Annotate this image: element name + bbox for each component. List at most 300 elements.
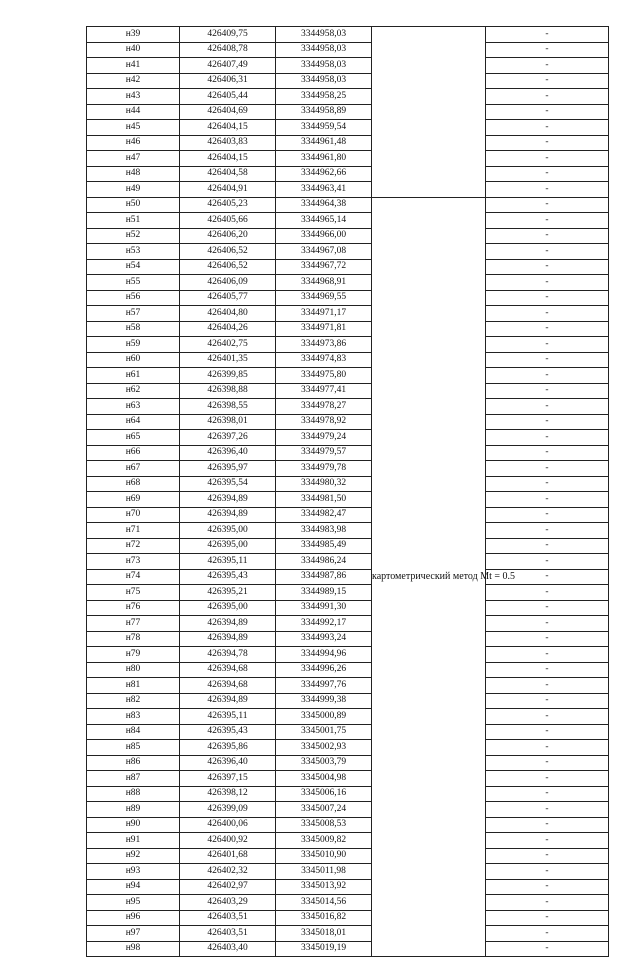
table-row [87, 817, 609, 833]
accuracy-dash-cell: - [486, 213, 609, 229]
x-coordinate-cell: 426395,43 [180, 724, 276, 740]
x-coordinate-cell: 426398,88 [180, 383, 276, 399]
y-coordinate-cell: 3345003,79 [276, 755, 372, 771]
coordinates-table [86, 26, 609, 957]
x-coordinate-cell: 426406,52 [180, 259, 276, 275]
table-row [87, 771, 609, 787]
x-coordinate-cell: 426394,89 [180, 616, 276, 632]
point-number-cell: н87 [87, 771, 180, 787]
table-row [87, 724, 609, 740]
x-coordinate-cell: 426406,31 [180, 73, 276, 89]
point-number-cell: н96 [87, 910, 180, 926]
table-row [87, 507, 609, 523]
accuracy-dash-cell: - [486, 678, 609, 694]
accuracy-dash-cell: - [486, 926, 609, 942]
accuracy-dash-cell: - [486, 259, 609, 275]
point-number-cell: н42 [87, 73, 180, 89]
accuracy-dash-cell: - [486, 368, 609, 384]
accuracy-dash-cell: - [486, 73, 609, 89]
x-coordinate-cell: 426400,06 [180, 817, 276, 833]
point-number-cell: н60 [87, 352, 180, 368]
x-coordinate-cell: 426402,75 [180, 337, 276, 353]
table-row [87, 523, 609, 539]
y-coordinate-cell: 3344991,30 [276, 600, 372, 616]
y-coordinate-cell: 3344989,15 [276, 585, 372, 601]
accuracy-dash-cell: - [486, 166, 609, 182]
x-coordinate-cell: 426404,15 [180, 151, 276, 167]
point-number-cell: н48 [87, 166, 180, 182]
point-number-cell: н81 [87, 678, 180, 694]
x-coordinate-cell: 426395,21 [180, 585, 276, 601]
y-coordinate-cell: 3344967,72 [276, 259, 372, 275]
accuracy-dash-cell: - [486, 120, 609, 136]
x-coordinate-cell: 426406,52 [180, 244, 276, 260]
y-coordinate-cell: 3344958,03 [276, 73, 372, 89]
x-coordinate-cell: 426402,97 [180, 879, 276, 895]
point-number-cell: н88 [87, 786, 180, 802]
point-number-cell: н41 [87, 58, 180, 74]
table-row [87, 337, 609, 353]
x-coordinate-cell: 426394,68 [180, 662, 276, 678]
y-coordinate-cell: 3345009,82 [276, 833, 372, 849]
point-number-cell: н82 [87, 693, 180, 709]
x-coordinate-cell: 426405,66 [180, 213, 276, 229]
accuracy-dash-cell: - [486, 709, 609, 725]
table-row [87, 864, 609, 880]
x-coordinate-cell: 426396,40 [180, 445, 276, 461]
point-number-cell: н86 [87, 755, 180, 771]
x-coordinate-cell: 426401,35 [180, 352, 276, 368]
point-number-cell: н49 [87, 182, 180, 198]
y-coordinate-cell: 3345002,93 [276, 740, 372, 756]
method-label: картометрический метод Mt = 0.5 [372, 571, 516, 582]
y-coordinate-cell: 3344974,83 [276, 352, 372, 368]
x-coordinate-cell: 426403,83 [180, 135, 276, 151]
accuracy-dash-cell: - [486, 244, 609, 260]
coordinates-sheet [86, 26, 608, 953]
x-coordinate-cell: 426395,86 [180, 740, 276, 756]
table-row [87, 647, 609, 663]
y-coordinate-cell: 3344986,24 [276, 554, 372, 570]
point-number-cell: н89 [87, 802, 180, 818]
point-number-cell: н95 [87, 895, 180, 911]
x-coordinate-cell: 426394,89 [180, 492, 276, 508]
point-number-cell: н98 [87, 941, 180, 957]
accuracy-dash-cell: - [486, 27, 609, 43]
x-coordinate-cell: 426404,26 [180, 321, 276, 337]
point-number-cell: н54 [87, 259, 180, 275]
accuracy-dash-cell: - [486, 104, 609, 120]
table-row [87, 166, 609, 182]
y-coordinate-cell: 3345011,98 [276, 864, 372, 880]
point-number-cell: н76 [87, 600, 180, 616]
coordinates-table-body [87, 27, 609, 957]
table-row [87, 631, 609, 647]
accuracy-dash-cell: - [486, 337, 609, 353]
x-coordinate-cell: 426396,40 [180, 755, 276, 771]
point-number-cell: н97 [87, 926, 180, 942]
table-row [87, 693, 609, 709]
accuracy-dash-cell: - [486, 399, 609, 415]
y-coordinate-cell: 3344996,26 [276, 662, 372, 678]
y-coordinate-cell: 3344971,17 [276, 306, 372, 322]
table-row [87, 290, 609, 306]
table-row [87, 414, 609, 430]
accuracy-dash-cell: - [486, 321, 609, 337]
point-number-cell: н93 [87, 864, 180, 880]
table-row [87, 244, 609, 260]
table-row [87, 42, 609, 58]
table-row [87, 73, 609, 89]
table-row [87, 58, 609, 74]
point-number-cell: н77 [87, 616, 180, 632]
y-coordinate-cell: 3344979,78 [276, 461, 372, 477]
accuracy-dash-cell: - [486, 414, 609, 430]
method-blank-cell [372, 27, 486, 198]
table-row [87, 213, 609, 229]
y-coordinate-cell: 3344978,92 [276, 414, 372, 430]
y-coordinate-cell: 3344979,57 [276, 445, 372, 461]
y-coordinate-cell: 3344958,03 [276, 27, 372, 43]
point-number-cell: н92 [87, 848, 180, 864]
table-row [87, 120, 609, 136]
y-coordinate-cell: 3344981,50 [276, 492, 372, 508]
accuracy-dash-cell: - [486, 492, 609, 508]
x-coordinate-cell: 426395,97 [180, 461, 276, 477]
y-coordinate-cell: 3344993,24 [276, 631, 372, 647]
table-row [87, 104, 609, 120]
accuracy-dash-cell: - [486, 647, 609, 663]
point-number-cell: н44 [87, 104, 180, 120]
table-row [87, 926, 609, 942]
table-row [87, 895, 609, 911]
x-coordinate-cell: 426401,68 [180, 848, 276, 864]
y-coordinate-cell: 3344959,54 [276, 120, 372, 136]
point-number-cell: н73 [87, 554, 180, 570]
accuracy-dash-cell: - [486, 569, 609, 585]
y-coordinate-cell: 3344965,14 [276, 213, 372, 229]
y-coordinate-cell: 3344992,17 [276, 616, 372, 632]
accuracy-dash-cell: - [486, 848, 609, 864]
point-number-cell: н56 [87, 290, 180, 306]
table-row [87, 879, 609, 895]
method-cell [372, 197, 516, 957]
table-row [87, 569, 609, 585]
x-coordinate-cell: 426398,01 [180, 414, 276, 430]
point-number-cell: н61 [87, 368, 180, 384]
point-number-cell: н58 [87, 321, 180, 337]
table-row [87, 321, 609, 337]
point-number-cell: н90 [87, 817, 180, 833]
x-coordinate-cell: 426400,92 [180, 833, 276, 849]
x-coordinate-cell: 426395,54 [180, 476, 276, 492]
x-coordinate-cell: 426395,43 [180, 569, 276, 585]
point-number-cell: н85 [87, 740, 180, 756]
accuracy-dash-cell: - [486, 802, 609, 818]
table-row [87, 383, 609, 399]
accuracy-dash-cell: - [486, 197, 609, 213]
table-row [87, 585, 609, 601]
point-number-cell: н40 [87, 42, 180, 58]
y-coordinate-cell: 3345010,90 [276, 848, 372, 864]
table-row [87, 430, 609, 446]
point-number-cell: н64 [87, 414, 180, 430]
y-coordinate-cell: 3344987,86 [276, 569, 372, 585]
x-coordinate-cell: 426399,85 [180, 368, 276, 384]
accuracy-dash-cell: - [486, 383, 609, 399]
x-coordinate-cell: 426405,44 [180, 89, 276, 105]
point-number-cell: н94 [87, 879, 180, 895]
accuracy-dash-cell: - [486, 910, 609, 926]
x-coordinate-cell: 426405,77 [180, 290, 276, 306]
x-coordinate-cell: 426402,32 [180, 864, 276, 880]
table-row [87, 910, 609, 926]
table-row [87, 27, 609, 43]
y-coordinate-cell: 3344977,41 [276, 383, 372, 399]
y-coordinate-cell: 3345014,56 [276, 895, 372, 911]
y-coordinate-cell: 3344958,03 [276, 58, 372, 74]
x-coordinate-cell: 426395,11 [180, 709, 276, 725]
y-coordinate-cell: 3344961,48 [276, 135, 372, 151]
accuracy-dash-cell: - [486, 135, 609, 151]
x-coordinate-cell: 426403,29 [180, 895, 276, 911]
x-coordinate-cell: 426405,23 [180, 197, 276, 213]
table-row [87, 538, 609, 554]
table-row [87, 616, 609, 632]
y-coordinate-cell: 3344964,38 [276, 197, 372, 213]
accuracy-dash-cell: - [486, 445, 609, 461]
y-coordinate-cell: 3344980,32 [276, 476, 372, 492]
y-coordinate-cell: 3345001,75 [276, 724, 372, 740]
y-coordinate-cell: 3344994,96 [276, 647, 372, 663]
table-row [87, 678, 609, 694]
point-number-cell: н59 [87, 337, 180, 353]
point-number-cell: н68 [87, 476, 180, 492]
point-number-cell: н75 [87, 585, 180, 601]
point-number-cell: н67 [87, 461, 180, 477]
table-row [87, 89, 609, 105]
accuracy-dash-cell: - [486, 476, 609, 492]
accuracy-dash-cell: - [486, 879, 609, 895]
y-coordinate-cell: 3345019,19 [276, 941, 372, 957]
y-coordinate-cell: 3344982,47 [276, 507, 372, 523]
point-number-cell: н66 [87, 445, 180, 461]
y-coordinate-cell: 3345016,82 [276, 910, 372, 926]
table-row [87, 275, 609, 291]
y-coordinate-cell: 3345008,53 [276, 817, 372, 833]
accuracy-dash-cell: - [486, 182, 609, 198]
table-row [87, 461, 609, 477]
accuracy-dash-cell: - [486, 430, 609, 446]
x-coordinate-cell: 426403,40 [180, 941, 276, 957]
x-coordinate-cell: 426406,09 [180, 275, 276, 291]
x-coordinate-cell: 426394,89 [180, 507, 276, 523]
x-coordinate-cell: 426394,89 [180, 693, 276, 709]
y-coordinate-cell: 3344966,00 [276, 228, 372, 244]
accuracy-dash-cell: - [486, 42, 609, 58]
x-coordinate-cell: 426398,12 [180, 786, 276, 802]
x-coordinate-cell: 426395,00 [180, 600, 276, 616]
point-number-cell: н71 [87, 523, 180, 539]
y-coordinate-cell: 3344969,55 [276, 290, 372, 306]
y-coordinate-cell: 3344999,38 [276, 693, 372, 709]
point-number-cell: н46 [87, 135, 180, 151]
x-coordinate-cell: 426395,11 [180, 554, 276, 570]
point-number-cell: н78 [87, 631, 180, 647]
x-coordinate-cell: 426397,26 [180, 430, 276, 446]
table-row [87, 368, 609, 384]
x-coordinate-cell: 426404,15 [180, 120, 276, 136]
point-number-cell: н69 [87, 492, 180, 508]
point-number-cell: н53 [87, 244, 180, 260]
point-number-cell: н74 [87, 569, 180, 585]
accuracy-dash-cell: - [486, 616, 609, 632]
point-number-cell: н91 [87, 833, 180, 849]
point-number-cell: н80 [87, 662, 180, 678]
accuracy-dash-cell: - [486, 523, 609, 539]
y-coordinate-cell: 3344979,24 [276, 430, 372, 446]
accuracy-dash-cell: - [486, 228, 609, 244]
accuracy-dash-cell: - [486, 290, 609, 306]
x-coordinate-cell: 426404,69 [180, 104, 276, 120]
table-row [87, 833, 609, 849]
y-coordinate-cell: 3344971,81 [276, 321, 372, 337]
accuracy-dash-cell: - [486, 352, 609, 368]
point-number-cell: н79 [87, 647, 180, 663]
x-coordinate-cell: 426404,91 [180, 182, 276, 198]
point-number-cell: н62 [87, 383, 180, 399]
table-row [87, 786, 609, 802]
x-coordinate-cell: 426404,58 [180, 166, 276, 182]
table-row [87, 662, 609, 678]
y-coordinate-cell: 3344961,80 [276, 151, 372, 167]
table-row [87, 306, 609, 322]
y-coordinate-cell: 3345004,98 [276, 771, 372, 787]
point-number-cell: н47 [87, 151, 180, 167]
y-coordinate-cell: 3344962,66 [276, 166, 372, 182]
accuracy-dash-cell: - [486, 600, 609, 616]
accuracy-dash-cell: - [486, 554, 609, 570]
x-coordinate-cell: 426398,55 [180, 399, 276, 415]
point-number-cell: н84 [87, 724, 180, 740]
point-number-cell: н50 [87, 197, 180, 213]
table-row [87, 197, 609, 213]
accuracy-dash-cell: - [486, 538, 609, 554]
accuracy-dash-cell: - [486, 817, 609, 833]
table-row [87, 228, 609, 244]
accuracy-dash-cell: - [486, 275, 609, 291]
y-coordinate-cell: 3345018,01 [276, 926, 372, 942]
table-row [87, 135, 609, 151]
y-coordinate-cell: 3344975,80 [276, 368, 372, 384]
point-number-cell: н45 [87, 120, 180, 136]
accuracy-dash-cell: - [486, 833, 609, 849]
table-row [87, 151, 609, 167]
y-coordinate-cell: 3344973,86 [276, 337, 372, 353]
accuracy-dash-cell: - [486, 662, 609, 678]
table-row [87, 600, 609, 616]
table-row [87, 740, 609, 756]
table-row [87, 445, 609, 461]
point-number-cell: н39 [87, 27, 180, 43]
x-coordinate-cell: 426407,49 [180, 58, 276, 74]
accuracy-dash-cell: - [486, 306, 609, 322]
y-coordinate-cell: 3344958,25 [276, 89, 372, 105]
x-coordinate-cell: 426406,20 [180, 228, 276, 244]
table-row [87, 755, 609, 771]
accuracy-dash-cell: - [486, 507, 609, 523]
accuracy-dash-cell: - [486, 724, 609, 740]
accuracy-dash-cell: - [486, 864, 609, 880]
y-coordinate-cell: 3345013,92 [276, 879, 372, 895]
table-row [87, 352, 609, 368]
accuracy-dash-cell: - [486, 89, 609, 105]
accuracy-dash-cell: - [486, 693, 609, 709]
point-number-cell: н57 [87, 306, 180, 322]
x-coordinate-cell: 426403,51 [180, 910, 276, 926]
y-coordinate-cell: 3344967,08 [276, 244, 372, 260]
table-row [87, 492, 609, 508]
y-coordinate-cell: 3344963,41 [276, 182, 372, 198]
accuracy-dash-cell: - [486, 151, 609, 167]
y-coordinate-cell: 3344958,89 [276, 104, 372, 120]
point-number-cell: н43 [87, 89, 180, 105]
y-coordinate-cell: 3345000,89 [276, 709, 372, 725]
y-coordinate-cell: 3344985,49 [276, 538, 372, 554]
accuracy-dash-cell: - [486, 771, 609, 787]
point-number-cell: н52 [87, 228, 180, 244]
x-coordinate-cell: 426395,00 [180, 538, 276, 554]
x-coordinate-cell: 426399,09 [180, 802, 276, 818]
x-coordinate-cell: 426394,78 [180, 647, 276, 663]
x-coordinate-cell: 426394,68 [180, 678, 276, 694]
x-coordinate-cell: 426395,00 [180, 523, 276, 539]
accuracy-dash-cell: - [486, 631, 609, 647]
x-coordinate-cell: 426409,75 [180, 27, 276, 43]
y-coordinate-cell: 3344968,91 [276, 275, 372, 291]
x-coordinate-cell: 426394,89 [180, 631, 276, 647]
table-row [87, 476, 609, 492]
x-coordinate-cell: 426408,78 [180, 42, 276, 58]
point-number-cell: н55 [87, 275, 180, 291]
point-number-cell: н63 [87, 399, 180, 415]
accuracy-dash-cell: - [486, 786, 609, 802]
point-number-cell: н51 [87, 213, 180, 229]
y-coordinate-cell: 3344958,03 [276, 42, 372, 58]
table-row [87, 399, 609, 415]
point-number-cell: н65 [87, 430, 180, 446]
x-coordinate-cell: 426397,15 [180, 771, 276, 787]
point-number-cell: н83 [87, 709, 180, 725]
table-row [87, 709, 609, 725]
point-number-cell: н72 [87, 538, 180, 554]
y-coordinate-cell: 3345006,16 [276, 786, 372, 802]
accuracy-dash-cell: - [486, 941, 609, 957]
accuracy-dash-cell: - [486, 740, 609, 756]
y-coordinate-cell: 3344997,76 [276, 678, 372, 694]
accuracy-dash-cell: - [486, 58, 609, 74]
y-coordinate-cell: 3344983,98 [276, 523, 372, 539]
point-number-cell: н70 [87, 507, 180, 523]
table-row [87, 554, 609, 570]
table-row [87, 941, 609, 957]
table-row [87, 182, 609, 198]
accuracy-dash-cell: - [486, 755, 609, 771]
accuracy-dash-cell: - [486, 461, 609, 477]
accuracy-dash-cell: - [486, 585, 609, 601]
x-coordinate-cell: 426404,80 [180, 306, 276, 322]
accuracy-dash-cell: - [486, 895, 609, 911]
